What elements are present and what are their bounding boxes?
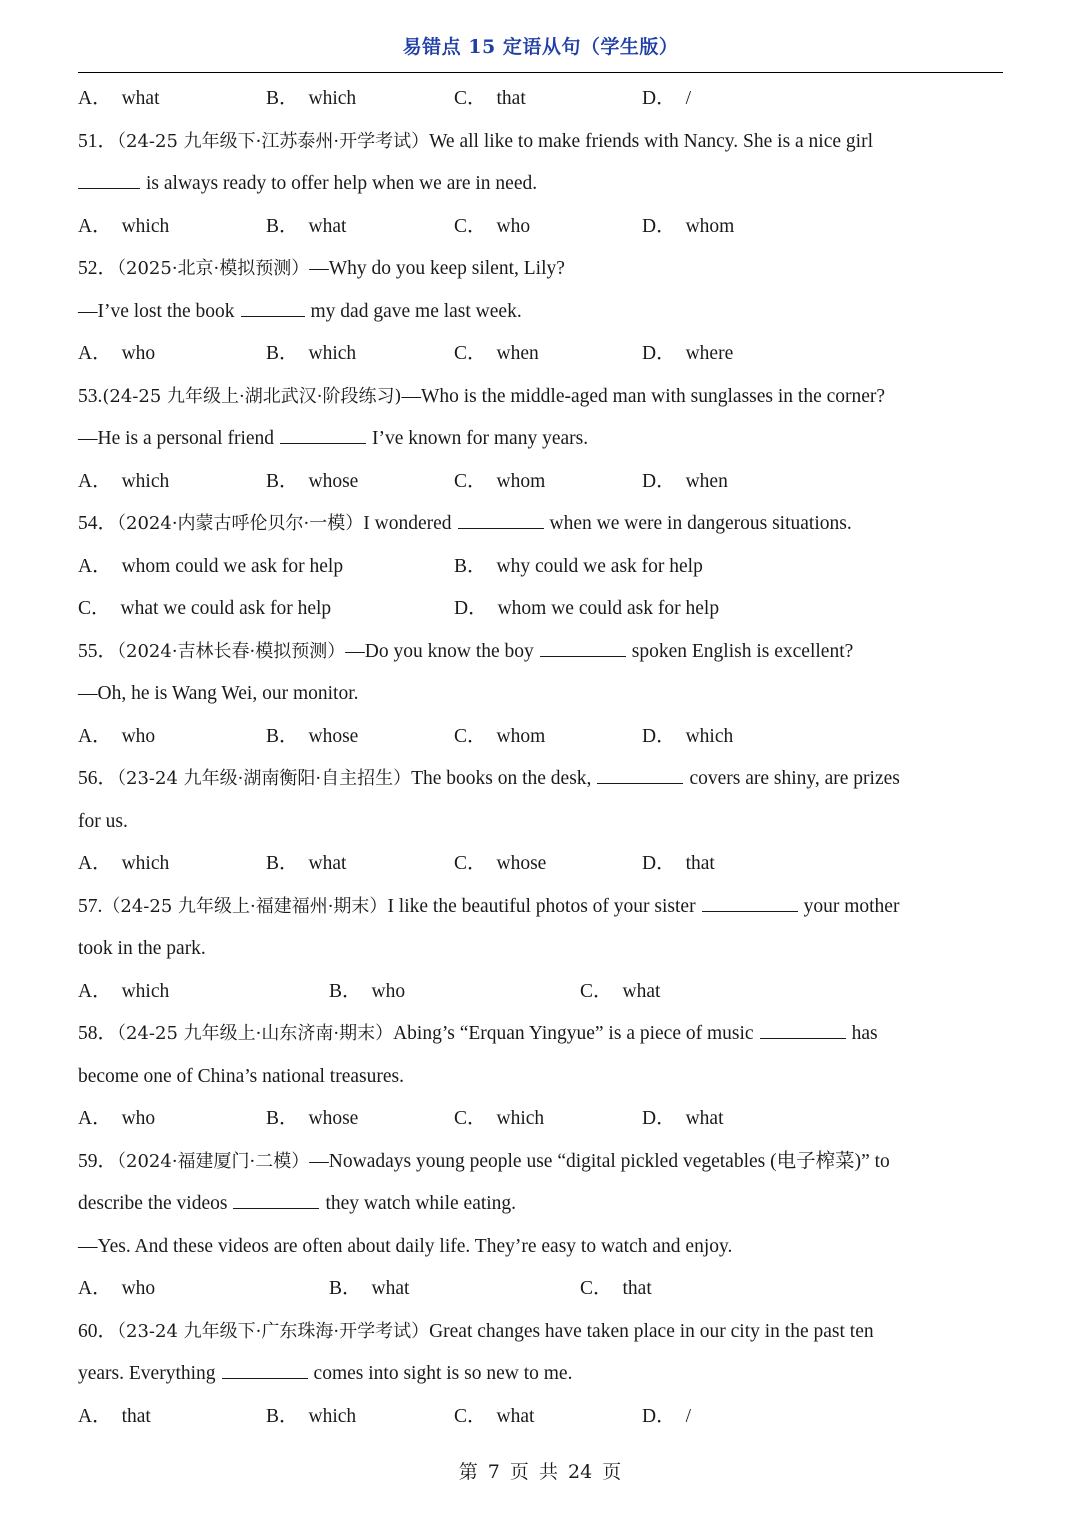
question-source: (24-25 九年级上·湖北武汉·阶段练习)	[102, 385, 402, 407]
option-a[interactable]: A． which	[78, 470, 170, 492]
option-d[interactable]: D． where	[642, 343, 734, 364]
answer-blank[interactable]	[458, 512, 544, 529]
options-row	[78, 461, 1008, 504]
options-row	[78, 546, 1008, 589]
option-a[interactable]: A． who	[78, 343, 156, 364]
question-text: I like the beautiful photos of your sister	[387, 895, 696, 917]
option-a[interactable]: A． who	[78, 1108, 156, 1129]
option-c[interactable]: C． when	[454, 343, 539, 364]
question-source: （2024·福建厦门·二模）	[117, 1150, 310, 1172]
question-source: （2024·内蒙古呼伦贝尔·一模）	[117, 513, 364, 534]
page-number: 第 7 页 共 24 页	[458, 1461, 622, 1483]
question-59-line-2	[78, 1183, 1008, 1226]
option-a[interactable]: A． what	[78, 88, 160, 109]
question-text: —Who is the middle-aged man with sunglasses in the corner?	[401, 385, 886, 407]
option-d[interactable]: D． that	[642, 853, 715, 874]
question-number: 56．	[78, 768, 118, 789]
options-row	[78, 843, 1008, 886]
options-row	[78, 206, 1008, 249]
option-d[interactable]: D． whom	[642, 215, 735, 237]
answer-blank[interactable]	[702, 895, 798, 912]
option-b[interactable]: B． which	[266, 1405, 357, 1427]
option-c[interactable]: C． whose	[454, 853, 547, 874]
page-header	[78, 30, 1003, 73]
question-number: 57.	[78, 895, 103, 917]
option-b[interactable]: B． why could we ask for help	[454, 555, 703, 577]
question-text: Great changes have taken place in our city in the past ten	[429, 1320, 874, 1342]
question-text: my dad gave me last week.	[310, 300, 522, 322]
question-source: （24-25 九年级上·福建福州·期末）	[102, 895, 388, 917]
question-55-line-2	[78, 673, 1008, 716]
question-text: when we were in dangerous situations.	[549, 513, 852, 534]
question-source: （24-25 九年级下·江苏泰州·开学考试）	[117, 130, 430, 152]
question-number: 51．	[78, 130, 118, 152]
question-text: —He is a personal friend	[78, 428, 275, 449]
options-row	[78, 716, 1008, 759]
question-text: —Yes. And these videos are often about daily life. They’re easy to watch and enjoy.	[78, 1235, 733, 1257]
options-row	[78, 78, 1008, 121]
question-text: comes into sight is so new to me.	[313, 1363, 573, 1384]
question-text: —Oh, he is Wang Wei, our monitor.	[78, 683, 359, 704]
question-number: 59．	[78, 1150, 118, 1172]
option-c[interactable]: C． what	[580, 980, 661, 1002]
option-d[interactable]: D． when	[642, 470, 728, 492]
option-c[interactable]: C． that	[454, 88, 526, 109]
question-51-line-2	[78, 163, 1008, 206]
option-a[interactable]: A． that	[78, 1405, 151, 1427]
option-c[interactable]: C． who	[454, 215, 531, 237]
option-a[interactable]: A． who	[78, 725, 156, 747]
question-number: 55．	[78, 640, 118, 662]
question-text: they watch while eating.	[325, 1193, 517, 1214]
question-52-line-1	[78, 248, 1008, 291]
option-b[interactable]: B． which	[266, 88, 357, 109]
options-row	[78, 588, 1008, 631]
question-number: 58．	[78, 1023, 118, 1044]
options-row	[78, 1098, 1008, 1141]
options-row	[78, 333, 1008, 376]
question-source: （23-24 九年级下·广东珠海·开学考试）	[117, 1320, 430, 1342]
question-text: We all like to make friends with Nancy. She is a nice girl	[429, 130, 873, 152]
option-d[interactable]: D． /	[642, 88, 692, 109]
question-56-line-1	[78, 758, 1008, 801]
question-text: —Nowadays young people use “digital pickled vegetables (电子榨菜)” to	[309, 1150, 890, 1172]
question-57-line-2	[78, 928, 1008, 971]
question-57-line-1	[78, 886, 1008, 929]
answer-blank[interactable]	[222, 1362, 308, 1379]
question-text: become one of China’s national treasures.	[78, 1065, 404, 1087]
question-text: covers are shiny, are prizes	[689, 768, 900, 789]
options-row	[78, 1396, 1008, 1439]
question-59-line-1	[78, 1141, 1008, 1184]
question-number: 53.	[78, 385, 103, 407]
question-number: 60．	[78, 1320, 118, 1342]
answer-blank[interactable]	[280, 427, 366, 444]
question-text: your mother	[803, 895, 900, 917]
answer-blank[interactable]	[233, 1192, 319, 1209]
question-58-line-2	[78, 1056, 1008, 1099]
question-source: （2024·吉林长春·模拟预测）	[117, 640, 346, 662]
question-56-line-2	[78, 801, 1008, 844]
question-text: describe the videos	[78, 1193, 228, 1214]
question-53-line-2	[78, 418, 1008, 461]
option-b[interactable]: B． who	[329, 980, 406, 1002]
option-b[interactable]: B． what	[266, 853, 347, 874]
question-text: took in the park.	[78, 938, 206, 959]
question-54-line-1	[78, 503, 1008, 546]
question-text: I wondered	[363, 513, 452, 534]
question-source: （2025·北京·模拟预测）	[117, 258, 310, 279]
document-title: 易错点 15 定语从句（学生版）	[402, 36, 679, 58]
question-60-line-2	[78, 1353, 1008, 1396]
option-b[interactable]: B． what	[266, 215, 347, 237]
question-text: —Why do you keep silent, Lily?	[309, 258, 565, 279]
question-53-line-1	[78, 376, 1008, 419]
question-text: for us.	[78, 810, 128, 832]
question-number: 52．	[78, 258, 118, 279]
question-number: 54．	[78, 513, 118, 534]
option-c[interactable]: C． whom	[454, 470, 546, 492]
question-59-line-3	[78, 1226, 1008, 1269]
options-row	[78, 971, 1008, 1014]
question-text: spoken English is excellent?	[631, 640, 854, 662]
question-51-line-1	[78, 121, 1008, 164]
option-c[interactable]: C． what we could ask for help	[78, 598, 332, 619]
question-60-line-1	[78, 1311, 1008, 1354]
option-a[interactable]: A． which	[78, 853, 170, 874]
question-text: is always ready to offer help when we are in need.	[146, 173, 538, 194]
option-c[interactable]: C． that	[580, 1278, 652, 1299]
question-text: years. Everything	[78, 1363, 216, 1384]
option-c[interactable]: C． which	[454, 1108, 545, 1129]
question-text: —I’ve lost the book	[78, 300, 235, 322]
question-text: Abing’s “Erquan Yingyue” is a piece of music	[393, 1023, 754, 1044]
answer-blank[interactable]	[597, 767, 683, 784]
option-b[interactable]: B． whose	[266, 1108, 359, 1129]
question-source: （24-25 九年级上·山东济南·期末）	[117, 1023, 394, 1044]
question-text: The books on the desk,	[411, 768, 592, 789]
option-a[interactable]: A． who	[78, 1278, 156, 1299]
option-c[interactable]: C． whom	[454, 725, 546, 747]
option-d[interactable]: D． which	[642, 725, 734, 747]
answer-blank[interactable]	[760, 1022, 846, 1039]
option-d[interactable]: D． what	[642, 1108, 724, 1129]
option-b[interactable]: B． which	[266, 343, 357, 364]
option-d[interactable]: D． whom we could ask for help	[454, 598, 720, 619]
option-c[interactable]: C． what	[454, 1405, 535, 1427]
option-b[interactable]: B． what	[329, 1278, 410, 1299]
question-52-line-2	[78, 291, 1008, 334]
question-list	[78, 78, 1008, 1438]
question-58-line-1	[78, 1013, 1008, 1056]
option-a[interactable]: A． which	[78, 215, 170, 237]
option-b[interactable]: B． whose	[266, 725, 359, 747]
question-55-line-1	[78, 631, 1008, 674]
question-text: has	[851, 1023, 878, 1044]
option-a[interactable]: A． which	[78, 980, 170, 1002]
answer-blank[interactable]	[540, 640, 626, 657]
answer-blank[interactable]	[241, 300, 305, 317]
question-source: （23-24 九年级·湖南衡阳·自主招生）	[117, 768, 412, 789]
option-d[interactable]: D． /	[642, 1405, 692, 1427]
question-text: I’ve known for many years.	[372, 428, 589, 449]
option-b[interactable]: B． whose	[266, 470, 359, 492]
options-row	[78, 1268, 1008, 1311]
question-text: —Do you know the boy	[345, 640, 534, 662]
answer-blank[interactable]	[78, 172, 140, 189]
option-a[interactable]: A． whom could we ask for help	[78, 555, 344, 577]
